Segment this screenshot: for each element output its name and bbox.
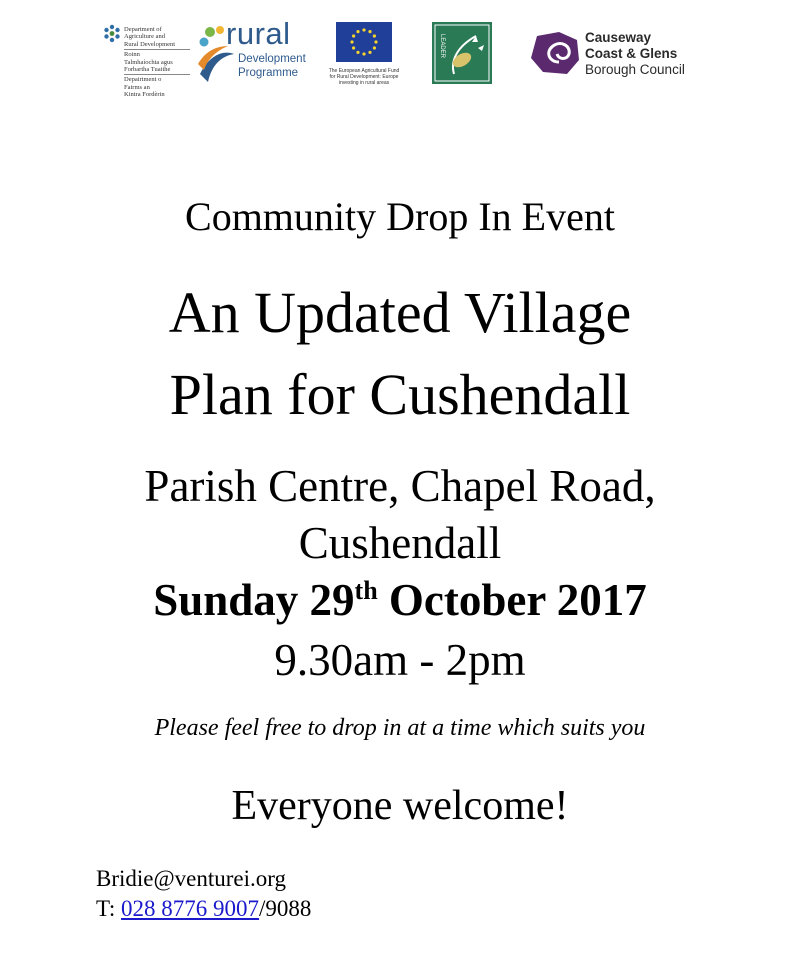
daera-logo — [102, 24, 192, 99]
rural-programme-logo — [196, 16, 316, 88]
leader-logo — [432, 22, 492, 84]
contact-email: Bridie@venturei.org — [96, 866, 287, 891]
contact-block — [96, 864, 311, 924]
crest-icon — [102, 24, 122, 44]
council-shell-icon — [529, 30, 581, 76]
daera-line: Agriculture and — [124, 33, 165, 41]
council-name-line: Borough Council — [585, 62, 685, 77]
leader-logo-icon — [432, 22, 492, 84]
venue-line-2: Cushendall — [298, 518, 502, 568]
welcome-text: Everyone welcome! — [231, 783, 569, 829]
rural-wordmark: rural — [226, 16, 291, 51]
event-date-rest: October 2017 — [377, 575, 647, 625]
event-title-line-1: An Updated Village — [168, 280, 632, 345]
event-date — [0, 574, 800, 626]
event-title-line-2: Plan for Cushendall — [169, 362, 631, 427]
phone-link[interactable]: 028 8776 9007 — [121, 896, 260, 921]
daera-line: Kintra Fordèrin — [124, 91, 165, 99]
eu-caption: The European Agricultural Fund for Rural Development: Europe investing in rural areas — [328, 68, 400, 86]
eu-logo — [326, 22, 402, 92]
daera-line: Depairtment o — [124, 76, 162, 84]
event-date-day: Sunday 29 — [153, 575, 355, 625]
council-logo — [529, 28, 709, 84]
phone-prefix: T: — [96, 896, 122, 921]
daera-line: Department of — [124, 26, 162, 33]
phone-suffix: /9088 — [259, 896, 312, 921]
daera-line: Fairms an — [124, 83, 150, 91]
daera-line: Talmhaíochta agus — [124, 58, 173, 66]
logo-strip — [0, 16, 800, 99]
leader-wordmark: LEADER — [439, 34, 445, 59]
daera-divider — [124, 74, 190, 75]
contact-phone — [96, 894, 311, 924]
event-subtitle: Community Drop In Event — [185, 194, 615, 239]
venue-line-1: Parish Centre, Chapel Road, — [144, 461, 656, 511]
council-name-line: Causeway — [585, 30, 652, 45]
rural-subtitle: Programme — [238, 67, 299, 79]
daera-line: Roinn — [124, 51, 140, 59]
daera-line: Rural Development — [124, 40, 176, 48]
council-name-line: Coast & Glens — [585, 46, 678, 61]
daera-divider — [124, 49, 190, 50]
eu-flag-icon — [336, 22, 392, 62]
event-date-suffix: th — [354, 576, 378, 605]
event-time: 9.30am - 2pm — [274, 635, 526, 685]
drop-in-note: Please feel free to drop in at a time which suits you — [154, 715, 646, 741]
daera-line: Forbartha Tuaithe — [124, 66, 171, 74]
rural-subtitle: Development — [238, 53, 306, 65]
